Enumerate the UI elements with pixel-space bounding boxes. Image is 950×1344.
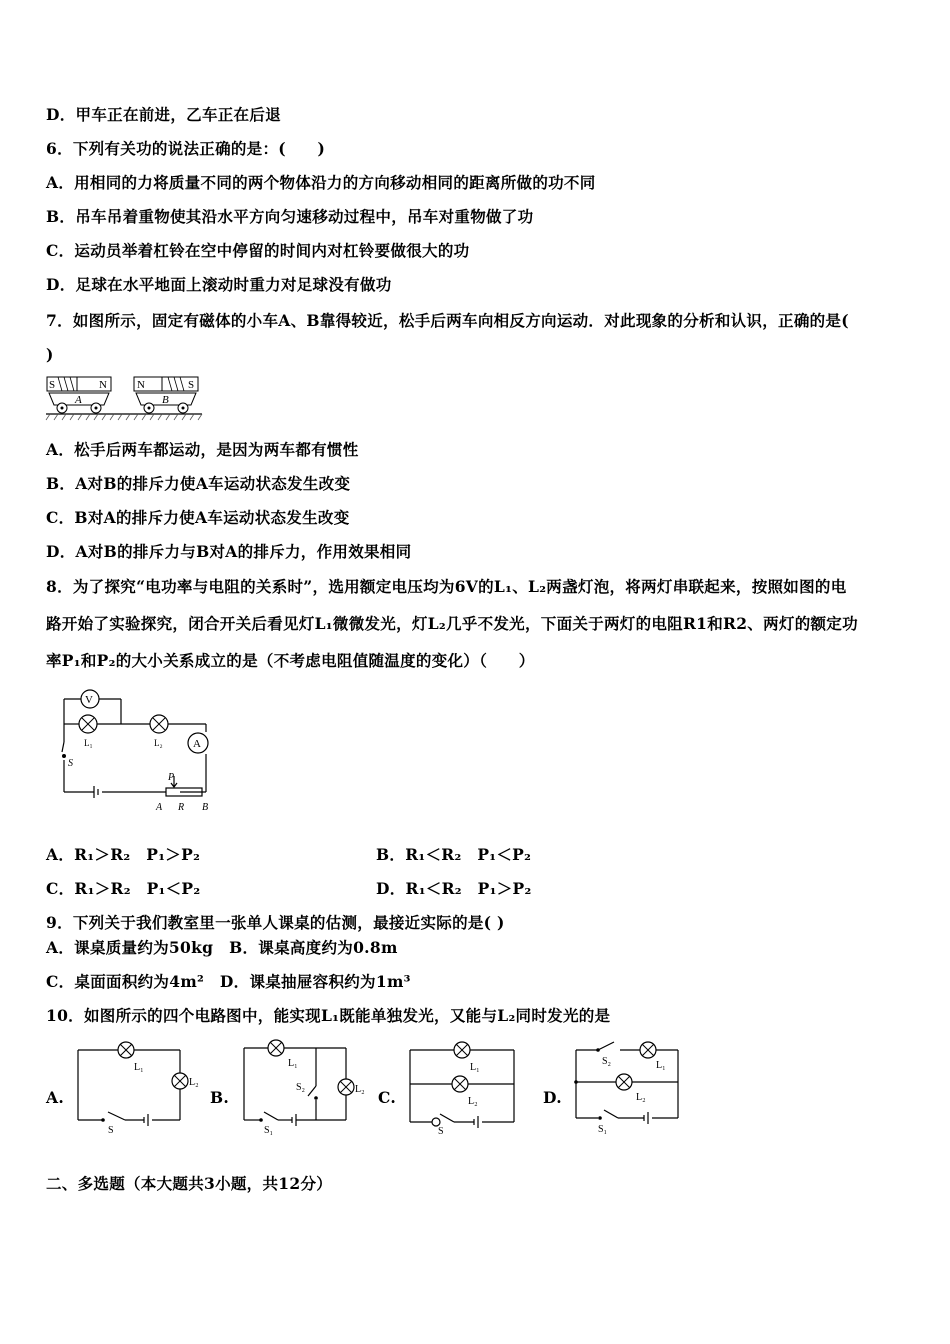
svg-text:A: A (193, 738, 201, 750)
q6-option-d: D．足球在水平地面上滚动时重力对足球没有做功 (46, 275, 392, 294)
q8-stem-line3: 率P₁和P₂的大小关系成立的是（不考虑电阻值随温度的变化）（ ） (46, 651, 535, 670)
q7-option-c: C．B对A的排斥力使A车运动状态发生改变 (46, 508, 350, 527)
svg-text:L₁: L₁ (288, 1058, 298, 1069)
svg-text:L₁: L₁ (84, 738, 93, 748)
svg-text:L₁: L₁ (656, 1060, 666, 1071)
switch-label: S (68, 758, 73, 769)
svg-text:S: S (108, 1125, 114, 1135)
q10-circuit-b (236, 1036, 366, 1136)
q5-option-d: D．甲车正在前进，乙车正在后退 (46, 105, 281, 124)
q7-stem: 7．如图所示，固定有磁体的小车A、B靠得较近，松手后两车向相反方向运动．对此现象的分析和认识，正确的是( (46, 311, 849, 330)
q9-options-cd: C．桌面面积约为4m² D．课桌抽屉容积约为1m³ (46, 972, 411, 991)
q10-circuit-a (70, 1040, 200, 1135)
svg-text:L₂: L₂ (636, 1092, 646, 1103)
q9-options-ab: A．课桌质量约为50kg B．课桌高度约为0.8m (46, 938, 398, 957)
svg-text:S: S (438, 1126, 444, 1135)
q6-option-b: B．吊车吊着重物使其沿水平方向匀速移动过程中，吊车对重物做了功 (46, 207, 534, 226)
q8-circuit-figure (46, 684, 231, 822)
cart-b-pole-left: N (137, 379, 145, 391)
svg-text:S₁: S₁ (598, 1124, 608, 1135)
svg-text:L₂: L₂ (468, 1096, 478, 1107)
section-2-heading: 二、多选题（本大题共3小题，共12分） (46, 1174, 333, 1193)
cart-b (134, 377, 198, 413)
q10-circuit-c (402, 1040, 527, 1135)
q7-magnet-carts-figure (44, 372, 206, 422)
lamp-l1 (79, 715, 97, 748)
q8-option-c: C．R₁＞R₂ P₁＜P₂ (46, 879, 201, 898)
lamp-l2 (150, 715, 168, 748)
slider-label: P (168, 772, 175, 783)
q8-option-a: A．R₁＞R₂ P₁＞P₂ (46, 845, 201, 864)
rheostat-r-label: R (178, 802, 185, 813)
q10-label-b: B. (210, 1088, 230, 1107)
q7-option-b: B．A对B的排斥力使A车运动状态发生改变 (46, 474, 351, 493)
svg-text:V: V (85, 694, 93, 706)
cart-b-label: B (162, 394, 169, 406)
svg-text:S₂: S₂ (602, 1056, 612, 1067)
q6-option-c: C．运动员举着杠铃在空中停留的时间内对杠铃要做很大的功 (46, 241, 470, 260)
cart-a (47, 377, 111, 413)
svg-text:L₁: L₁ (470, 1062, 480, 1073)
q6-option-a: A．用相同的力将质量不同的两个物体沿力的方向移动相同的距离所做的功不同 (46, 173, 596, 192)
svg-text:S₂: S₂ (296, 1082, 306, 1093)
svg-text:L₂: L₂ (355, 1084, 365, 1095)
q10-label-c: C. (378, 1088, 397, 1107)
svg-text:L₂: L₂ (189, 1077, 199, 1088)
q8-stem-line2: 路开始了实验探究，闭合开关后看见灯L₁微微发光，灯L₂几乎不发光，下面关于两灯的电阻R1和R2、两灯的额定功 (46, 614, 858, 633)
cart-a-pole-left: S (49, 379, 56, 391)
rheostat-b-label: B (202, 802, 209, 813)
switch-pivot (62, 754, 66, 758)
q9-stem: 9．下列关于我们教室里一张单人课桌的估测，最接近实际的是( ) (46, 913, 505, 932)
q10-label-a: A. (46, 1088, 65, 1107)
q8-option-b: B．R₁＜R₂ P₁＜P₂ (376, 845, 532, 864)
rheostat-a-label: A (156, 802, 163, 813)
voltmeter (81, 690, 99, 708)
q8-option-d: D．R₁＜R₂ P₁＞P₂ (376, 879, 532, 898)
q6-stem: 6．下列有关功的说法正确的是：( ) (46, 139, 326, 158)
q10-circuit-d (568, 1036, 693, 1136)
q8-stem-line1: 8．为了探究“电功率与电阻的关系时”，选用额定电压均为6V的L₁、L₂两盏灯泡，将两灯串联起来，按照如图的电 (46, 577, 847, 596)
ammeter (188, 733, 208, 753)
q10-label-d: D. (543, 1088, 562, 1107)
cart-a-label: A (75, 394, 82, 406)
svg-text:L₁: L₁ (134, 1062, 144, 1073)
cart-a-pole-right: N (99, 379, 107, 391)
cart-b-pole-right: S (188, 379, 195, 391)
svg-text:L₂: L₂ (154, 738, 163, 748)
q7-stem-end: ) (46, 345, 54, 364)
q7-option-a: A．松手后两车都运动，是因为两车都有惯性 (46, 440, 359, 459)
q7-option-d: D．A对B的排斥力与B对A的排斥力，作用效果相同 (46, 542, 412, 561)
svg-text:S₁: S₁ (264, 1125, 274, 1136)
q10-stem: 10．如图所示的四个电路图中，能实现L₁既能单独发光，又能与L₂同时发光的是 (46, 1006, 611, 1025)
